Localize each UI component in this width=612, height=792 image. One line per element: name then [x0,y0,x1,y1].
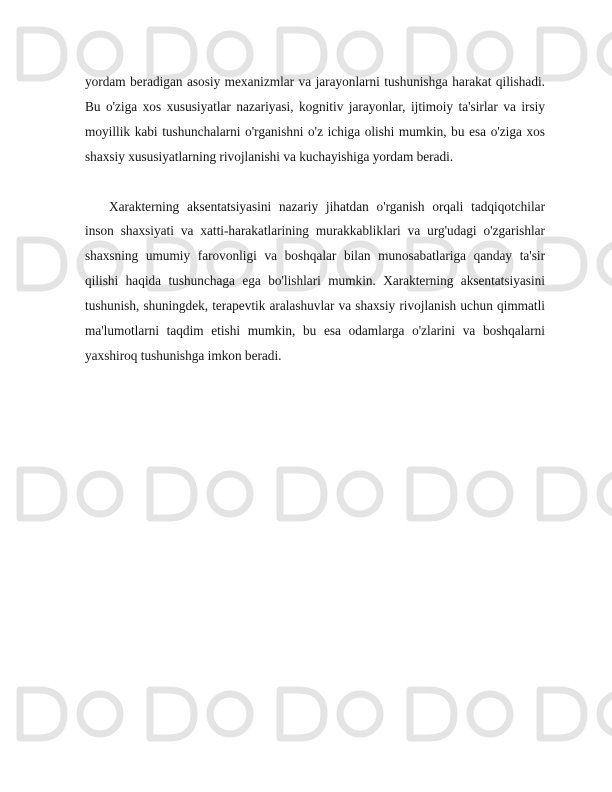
watermark-ring [600,474,612,514]
watermark-ring [210,694,250,734]
watermark-ring [600,694,612,734]
watermark-letter [410,470,454,518]
watermark-letter [20,690,64,738]
watermark-letter [20,470,64,518]
watermark-ring [210,34,250,74]
watermark-letter [20,240,64,288]
watermark-ring [340,474,380,514]
watermark-ring [80,34,120,74]
watermark-ring [600,34,612,74]
watermark-letter [20,30,64,78]
watermark-ring [470,694,510,734]
watermark-ring [470,34,510,74]
watermark-ring [210,474,250,514]
watermark-letter [150,470,194,518]
body-text [85,70,545,369]
watermark-letter [280,470,324,518]
watermark-letter [540,30,584,78]
watermark-ring [80,694,120,734]
watermark-ring [340,34,380,74]
watermark-ring [80,474,120,514]
watermark-ring [600,244,612,284]
watermark-letter [280,690,324,738]
paragraph-2: Xarakterning aksentatsiyasini nazariy jihatdan o'rganish orqali tadqiqotchilar inson shaxsiyati va xatti-harakatlarining murakkabliklari va urg'udagi o'zgarishlar shaxsning umumiy farovonligi va boshqalar bilan munosabatlariga qanday ta'sir qilishi haqida tushunchaga ega bo'lishlari mumkin. Xarakterning aksentatsiyasini tushunish, shuningdek, terapevtik aralashuvlar va shaxsiy rivojlanish uchun qimmatli ma'lumotlarni taqdim etishi mumkin, bu esa odamlarga o'zlarini va boshqalarni yaxshiroq tushunishga imkon beradi. [85,198,545,363]
watermark-ring [470,474,510,514]
watermark-letter [540,240,584,288]
watermark-letter [410,690,454,738]
paragraph-1: yordam beradigan asosiy mexanizmlar va jarayonlarni tushunishga harakat qilishadi. Bu o'ziga xos xususiyatlar nazariyasi, kognitiv jarayonlar, ijtimoiy ta'sirlar va irsiy moyillik kabi tushunchalarni o'rganishni o'z ichiga olishi mumkin, bu esa o'ziga xos shaxsiy xususiyatlarning rivojlanishi va kuchayishiga yordam beradi. [85,74,545,164]
watermark-letter [150,690,194,738]
watermark-letter [540,470,584,518]
watermark-ring [340,694,380,734]
watermark-letter [540,690,584,738]
